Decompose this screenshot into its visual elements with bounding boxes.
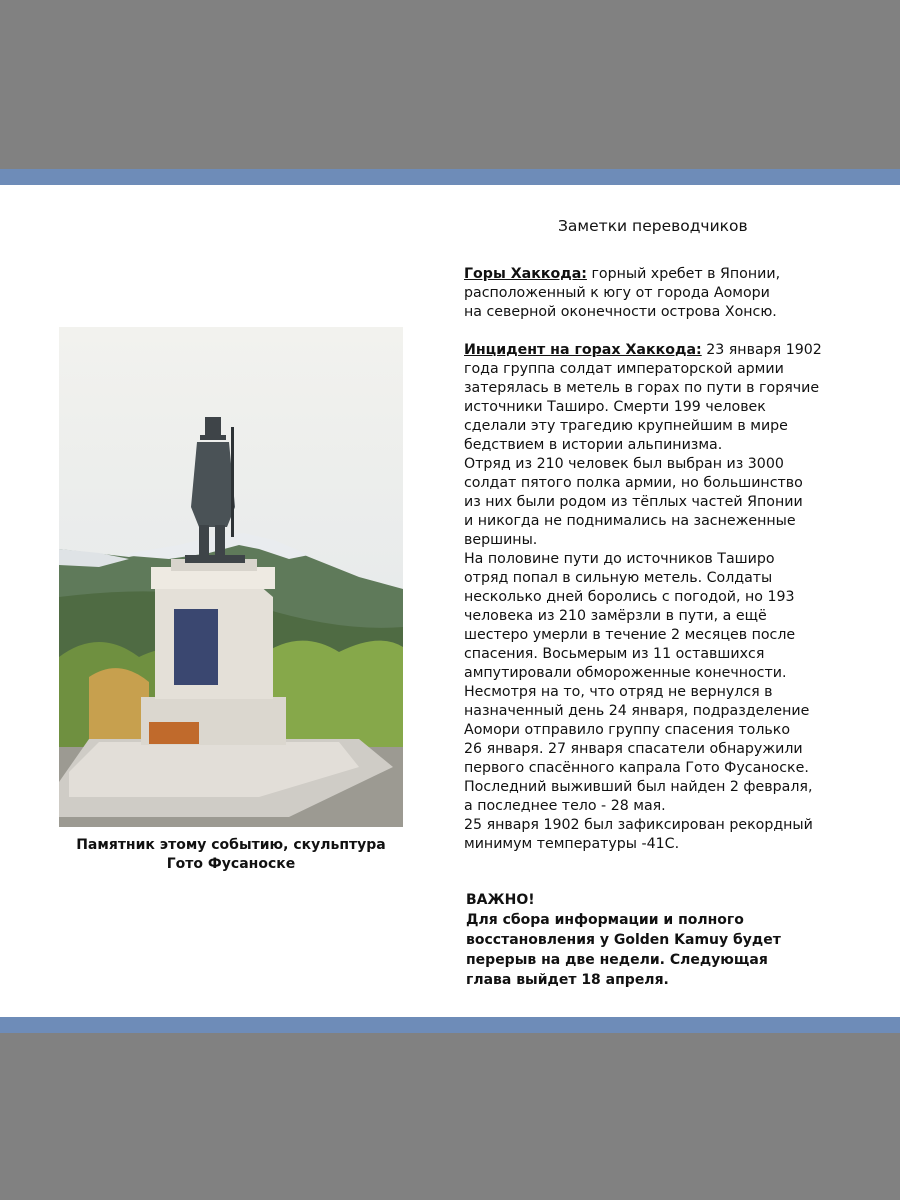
note-line: на северной оконечности острова Хонсю. (464, 304, 777, 320)
definition-text: горный хребет в Японии, (586, 266, 781, 282)
term-heading: Горы Хаккода: (464, 266, 587, 282)
note-line: из них были родом из тёплых частей Японии (464, 494, 803, 510)
note-line: минимум температуры -41С. (464, 836, 680, 852)
note-line: и никогда не поднимались на заснеженные (464, 513, 796, 529)
notice-line: глава выйдет 18 апреля. (466, 972, 669, 988)
photo-caption (59, 836, 403, 874)
note-line: 26 января. 27 января спасатели обнаружили (464, 741, 803, 757)
note-line (464, 341, 884, 360)
definition-text: 23 января 1902 (701, 342, 822, 358)
note-line: первого спасённого капрала Гото Фусаноске. (464, 760, 809, 776)
notice-heading: ВАЖНО! (466, 892, 535, 908)
caption-line: Памятник этому событию, скульптура (76, 837, 386, 853)
note-line: Аомори отправило группу спасения только (464, 722, 791, 738)
note-line: а последнее тело - 28 мая. (464, 798, 666, 814)
note-line: несколько дней боролись с погодой, но 193 (464, 589, 795, 605)
note-line: солдат пятого полка армии, но большинство (464, 475, 803, 491)
notice-line: перерыв на две недели. Следующая (466, 952, 768, 968)
translator-notes-page (0, 185, 900, 1017)
notes-body (464, 265, 884, 854)
note-line: бедствием в истории альпинизма. (464, 437, 723, 453)
note-line: 25 января 1902 был зафиксирован рекордный (464, 817, 813, 833)
note-line: затерялась в метель в горах по пути в горячие (464, 380, 820, 396)
page-title: Заметки переводчиков (558, 217, 748, 235)
important-notice (466, 890, 886, 990)
note-line: Последний выживший был найден 2 февраля, (464, 779, 813, 795)
note-line: спасения. Восьмерым из 11 оставшихся (464, 646, 765, 662)
notice-line: восстановления у Golden Kamuy будет (466, 932, 781, 948)
note-line: сделали эту трагедию крупнейшим в мире (464, 418, 788, 434)
note-line: года группа солдат императорской армии (464, 361, 784, 377)
note-line: шестеро умерли в течение 2 месяцев после (464, 627, 796, 643)
note-line: Несмотря на то, что отряд не вернулся в (464, 684, 773, 700)
note-line: назначенный день 24 января, подразделение (464, 703, 810, 719)
note-line: ампутировали обмороженные конечности. (464, 665, 787, 681)
note-line: На половине пути до источников Таширо (464, 551, 775, 567)
bottom-accent-band (0, 1017, 900, 1033)
note-line: Отряд из 210 человек был выбран из 3000 (464, 456, 784, 472)
term-heading: Инцидент на горах Хаккода: (464, 342, 702, 358)
caption-line: Гото Фусаноске (166, 856, 296, 872)
note-line: вершины. (464, 532, 538, 548)
notice-line: Для сбора информации и полного (466, 912, 744, 928)
note-line: расположенный к югу от города Аомори (464, 285, 770, 301)
note-line: отряд попал в сильную метель. Солдаты (464, 570, 773, 586)
monument-photo (59, 327, 403, 827)
note-line: источники Таширо. Смерти 199 человек (464, 399, 766, 415)
top-accent-band (0, 169, 900, 185)
note-line (464, 265, 884, 284)
note-line: человека из 210 замёрзли в пути, а ещё (464, 608, 767, 624)
